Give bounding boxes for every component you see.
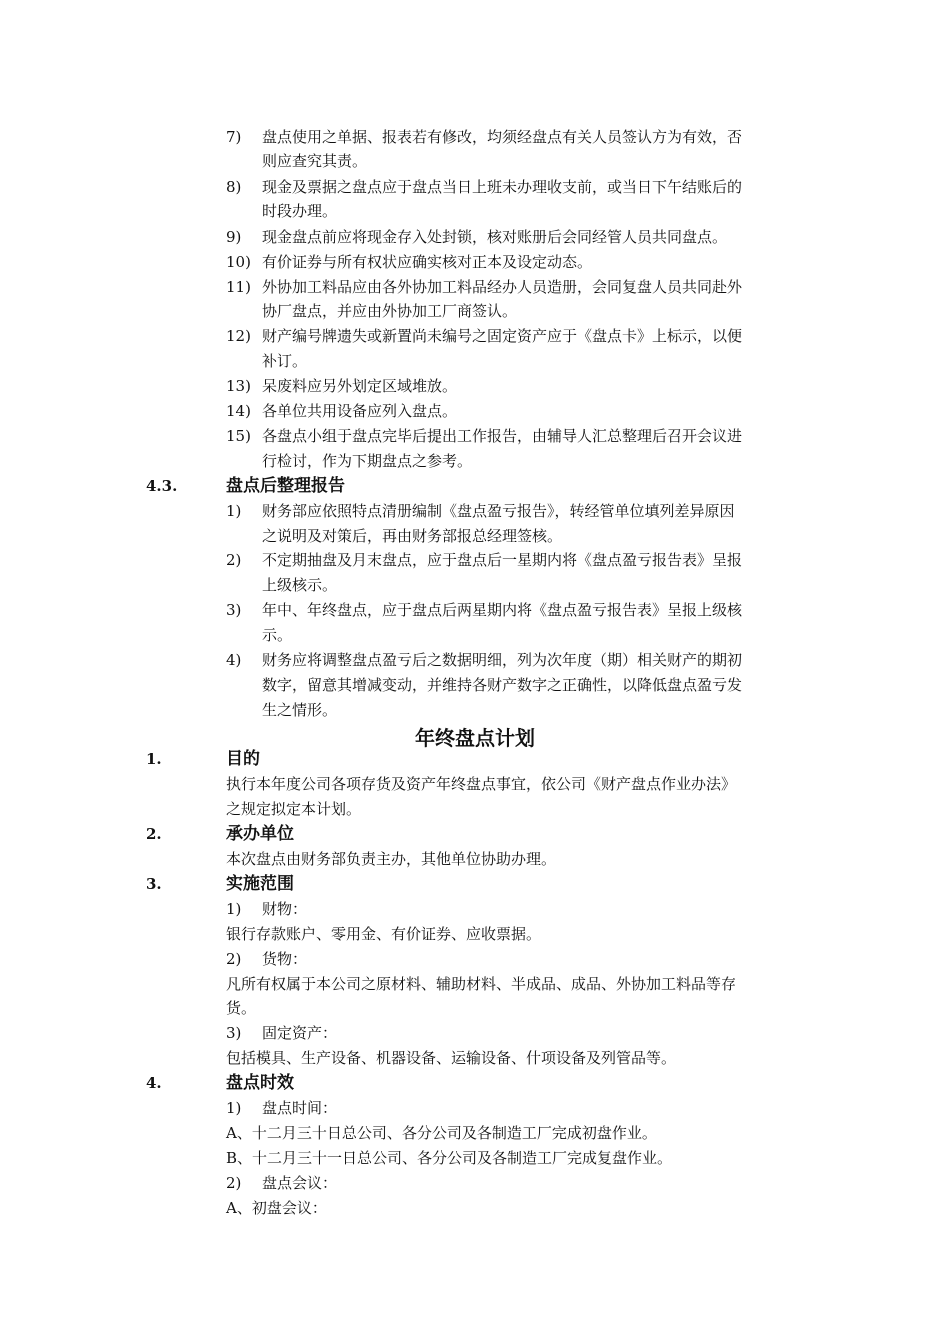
- document-title: 年终盘点计划: [415, 726, 535, 750]
- document-page: 7) 盘点使用之单据、报表若有修改，均须经盘点有关人员签认方为有效，否 则应查究其责。 8) 现金及票据之盘点应于盘点当日上班未办理收支前，或当日下午结账后的 时段办理。 9) 现金盘点前应将现金存入处封锁，核对账册后会同经管人员共同盘点。 10) 有价证券与所有权状应确实核对正本及设定动态。 11) 外协加工料品应由各外协加工料品经办人员造册，会同复盘人员共同赴外 协厂盘点，并应由外协加工厂商签认。 12) 财产编号牌遗失或新置尚未编号之固定资产应于《盘点卡》上标示，以便 补订。 13) 呆废料应另外划定区域堆放。 14) 各单位共用设备应列入盘点。 15) 各盘点小组于盘点完毕后提出工作报告，由辅导人汇总整理后召开会议进 行检讨，作为下期盘点之参考。 4.3. 盘点后整理报告 1) 财务部应依照特点清册编制《盘点盈亏报告》，转经管单位填列差异原因 之说明及对策后，再由财务部报总经理签核。 2) 不定期抽盘及月末盘点，应于盘点后一星期内将《盘点盈亏报告表》呈报 上级核示。 3) 年中、年终盘点，应于盘点后两星期内将《盘点盈亏报告表》呈报上级核 示。 4) 财务应将调整盘点盈亏后之数据明细，列为次年度（期）相关财产的期初 数字，留意其增减变动，并维持各财产数字之正确性，以降低盘点盈亏发 生之情形。 年终盘点计划 1. 目的 执行本年度公司各项存货及资产年终盘点事宜，依公司《财产盘点作业办法》 之规定拟定本计划。 2. 承办单位 本次盘点由财务部负责主办，其他单位协助办理。 3. 实施范围 1) 财物： 银行存款账户、零用金、有价证券、应收票据。 2) 货物： 凡所有权属于本公司之原材料、辅助材料、半成品、成品、外协加工料品等存 货。 3) 固定资产： 包括模具、生产设备、机器设备、运输设备、什项设备及列管品等。 4. 盘点时效 1) 盘点时间： A、十二月三十日总公司、各分公司及各制造工厂完成初盘作业。 B、十二月三十一日总公司、各分公司及各制造工厂完成复盘作业。 2) 盘点会议： A、初盘会议：: [0, 0, 950, 1344]
